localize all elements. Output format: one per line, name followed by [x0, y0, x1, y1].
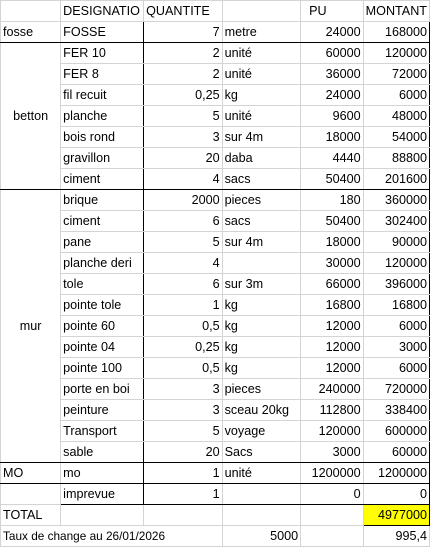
designation-cell[interactable]: planche	[61, 106, 144, 127]
unite-cell[interactable]: kg	[222, 295, 301, 316]
montant-cell[interactable]: 201600	[363, 169, 429, 190]
quantite-cell[interactable]: 20	[144, 442, 222, 463]
quantite-cell[interactable]: 4	[144, 253, 222, 274]
empty-cell[interactable]	[301, 526, 364, 547]
table-row	[1, 484, 430, 505]
designation-cell[interactable]: fil recuit	[61, 85, 144, 106]
designation-cell[interactable]: Transport	[61, 421, 144, 442]
unite-cell[interactable]: voyage	[222, 421, 301, 442]
table-row	[1, 148, 430, 169]
unite-cell[interactable]	[222, 484, 301, 505]
group-label-fosse[interactable]: fosse	[1, 22, 61, 43]
pu-cell[interactable]: 12000	[301, 316, 364, 337]
designation-cell[interactable]: imprevue	[61, 484, 144, 505]
pu-cell[interactable]: 9600	[301, 106, 364, 127]
table-row	[1, 253, 430, 274]
unite-cell[interactable]: unité	[222, 463, 301, 484]
quantite-cell[interactable]: 0,25	[144, 85, 222, 106]
pu-cell[interactable]: 18000	[301, 232, 364, 253]
unite-cell[interactable]: kg	[222, 85, 301, 106]
table-row	[1, 421, 430, 442]
montant-cell[interactable]: 88800	[363, 148, 429, 169]
table-row	[1, 43, 430, 64]
designation-cell[interactable]: gravillon	[61, 148, 144, 169]
empty-cell[interactable]	[222, 505, 301, 526]
montant-cell[interactable]: 72000	[363, 64, 429, 85]
pu-cell[interactable]: 24000	[301, 85, 364, 106]
table-row	[1, 400, 430, 421]
montant-cell[interactable]: 168000	[363, 22, 429, 43]
quantite-cell[interactable]: 20	[144, 148, 222, 169]
montant-cell[interactable]: 3000	[363, 337, 429, 358]
group-label-mur[interactable]: mur	[1, 190, 61, 463]
pu-cell[interactable]: 3000	[301, 442, 364, 463]
designation-cell[interactable]: porte en boi	[61, 379, 144, 400]
table-row	[1, 379, 430, 400]
unite-cell[interactable]: Sacs	[222, 442, 301, 463]
unite-cell[interactable]: daba	[222, 148, 301, 169]
montant-cell[interactable]: 90000	[363, 232, 429, 253]
designation-cell[interactable]: FOSSE	[61, 22, 144, 43]
total-label[interactable]: TOTAL	[1, 505, 61, 526]
pu-cell[interactable]: 120000	[301, 421, 364, 442]
unite-cell[interactable]: sur 3m	[222, 274, 301, 295]
table-row	[1, 85, 430, 106]
montant-cell[interactable]: 720000	[363, 379, 429, 400]
unite-cell[interactable]: kg	[222, 358, 301, 379]
quantite-cell[interactable]: 1	[144, 484, 222, 505]
unite-cell[interactable]: unité	[222, 64, 301, 85]
designation-cell[interactable]: pointe tole	[61, 295, 144, 316]
designation-cell[interactable]: ciment	[61, 211, 144, 232]
quantite-cell[interactable]: 5	[144, 421, 222, 442]
exchange-label[interactable]: Taux de change au 26/01/2026	[1, 526, 223, 547]
unite-cell[interactable]	[222, 253, 301, 274]
montant-cell[interactable]: 6000	[363, 358, 429, 379]
header-unite-blank[interactable]	[222, 1, 301, 22]
quantite-cell[interactable]: 3	[144, 379, 222, 400]
table-row	[1, 442, 430, 463]
designation-cell[interactable]: peinture	[61, 400, 144, 421]
pu-cell[interactable]: 12000	[301, 358, 364, 379]
empty-cell[interactable]	[301, 505, 364, 526]
pu-cell[interactable]: 1200000	[301, 463, 364, 484]
designation-cell[interactable]: sable	[61, 442, 144, 463]
quantite-cell[interactable]: 6	[144, 211, 222, 232]
designation-cell[interactable]: FER 10	[61, 43, 144, 64]
pu-cell[interactable]: 36000	[301, 64, 364, 85]
quantite-cell[interactable]: 0,25	[144, 337, 222, 358]
designation-cell[interactable]: FER 8	[61, 64, 144, 85]
exchange-converted[interactable]: 995,4	[363, 526, 429, 547]
montant-cell[interactable]: 120000	[363, 43, 429, 64]
pu-cell[interactable]: 12000	[301, 337, 364, 358]
pu-cell[interactable]: 112800	[301, 400, 364, 421]
unite-cell[interactable]: metre	[222, 22, 301, 43]
montant-cell[interactable]: 302400	[363, 211, 429, 232]
pu-cell[interactable]: 30000	[301, 253, 364, 274]
unite-cell[interactable]: sacs	[222, 169, 301, 190]
empty-cell[interactable]	[1, 484, 61, 505]
quantite-cell[interactable]: 5	[144, 232, 222, 253]
quantite-cell[interactable]: 1	[144, 463, 222, 484]
group-label-mo[interactable]: MO	[1, 463, 61, 484]
montant-cell[interactable]: 360000	[363, 190, 429, 211]
exchange-rate[interactable]: 5000	[222, 526, 301, 547]
header-montant[interactable]: MONTANT	[363, 1, 429, 22]
group-label-betton[interactable]: betton	[1, 43, 61, 190]
montant-cell[interactable]: 48000	[363, 106, 429, 127]
pu-cell[interactable]: 66000	[301, 274, 364, 295]
montant-cell[interactable]: 60000	[363, 442, 429, 463]
quantite-cell[interactable]: 1	[144, 295, 222, 316]
designation-cell[interactable]: tole	[61, 274, 144, 295]
pu-cell[interactable]: 240000	[301, 379, 364, 400]
pu-cell[interactable]: 50400	[301, 169, 364, 190]
montant-cell[interactable]: 6000	[363, 85, 429, 106]
table-row	[1, 358, 430, 379]
montant-cell[interactable]: 6000	[363, 316, 429, 337]
quantite-cell[interactable]: 3	[144, 400, 222, 421]
header-blank-cell[interactable]	[1, 1, 61, 22]
unite-cell[interactable]: unité	[222, 43, 301, 64]
unite-cell[interactable]: sur 4m	[222, 127, 301, 148]
empty-cell[interactable]	[144, 505, 222, 526]
total-row	[1, 505, 430, 526]
table-row	[1, 295, 430, 316]
designation-cell[interactable]: bois rond	[61, 127, 144, 148]
quantite-cell[interactable]: 6	[144, 274, 222, 295]
montant-cell[interactable]: 338400	[363, 400, 429, 421]
quantite-cell[interactable]: 0,5	[144, 358, 222, 379]
designation-cell[interactable]: pane	[61, 232, 144, 253]
montant-cell[interactable]: 600000	[363, 421, 429, 442]
unite-cell[interactable]: kg	[222, 316, 301, 337]
table-row	[1, 463, 430, 484]
quantite-cell[interactable]: 2000	[144, 190, 222, 211]
unite-cell[interactable]: unité	[222, 106, 301, 127]
designation-cell[interactable]: planche deri	[61, 253, 144, 274]
montant-cell[interactable]: 120000	[363, 253, 429, 274]
quantite-cell[interactable]: 5	[144, 106, 222, 127]
pu-cell[interactable]: 18000	[301, 127, 364, 148]
designation-cell[interactable]: mo	[61, 463, 144, 484]
designation-cell[interactable]: pointe 60	[61, 316, 144, 337]
table-row	[1, 64, 430, 85]
quantite-cell[interactable]: 3	[144, 127, 222, 148]
header-designation[interactable]: DESIGNATIO	[61, 1, 144, 22]
pu-cell[interactable]: 4440	[301, 148, 364, 169]
unite-cell[interactable]: sacs	[222, 211, 301, 232]
table-row	[1, 22, 430, 43]
designation-cell[interactable]: pointe 100	[61, 358, 144, 379]
exchange-row	[1, 526, 430, 547]
table-row	[1, 190, 430, 211]
montant-cell[interactable]: 0	[363, 484, 429, 505]
table-row	[1, 274, 430, 295]
pu-cell[interactable]: 180	[301, 190, 364, 211]
quantite-cell[interactable]: 4	[144, 169, 222, 190]
unite-cell[interactable]: pieces	[222, 379, 301, 400]
unite-cell[interactable]: kg	[222, 337, 301, 358]
header-pu[interactable]: PU	[301, 1, 364, 22]
quantite-cell[interactable]: 7	[144, 22, 222, 43]
designation-cell[interactable]: brique	[61, 190, 144, 211]
unite-cell[interactable]: sceau 20kg	[222, 400, 301, 421]
empty-cell[interactable]	[61, 505, 144, 526]
header-quantite[interactable]: QUANTITE	[144, 1, 222, 22]
quantite-cell[interactable]: 2	[144, 43, 222, 64]
unite-cell[interactable]: pieces	[222, 190, 301, 211]
pu-cell[interactable]: 60000	[301, 43, 364, 64]
designation-cell[interactable]: pointe 04	[61, 337, 144, 358]
designation-cell[interactable]: ciment	[61, 169, 144, 190]
table-row	[1, 127, 430, 148]
montant-cell[interactable]: 54000	[363, 127, 429, 148]
table-row	[1, 232, 430, 253]
total-value[interactable]: 4977000	[363, 505, 429, 526]
montant-cell[interactable]: 396000	[363, 274, 429, 295]
table-row	[1, 169, 430, 190]
quantite-cell[interactable]: 0,5	[144, 316, 222, 337]
table-row	[1, 106, 430, 127]
pu-cell[interactable]: 16800	[301, 295, 364, 316]
table-row	[1, 337, 430, 358]
header-row	[1, 1, 430, 22]
pu-cell[interactable]: 0	[301, 484, 364, 505]
quantite-cell[interactable]: 2	[144, 64, 222, 85]
montant-cell[interactable]: 16800	[363, 295, 429, 316]
table-row	[1, 211, 430, 232]
table-row	[1, 316, 430, 337]
unite-cell[interactable]: sur 4m	[222, 232, 301, 253]
pu-cell[interactable]: 24000	[301, 22, 364, 43]
montant-cell[interactable]: 1200000	[363, 463, 429, 484]
pu-cell[interactable]: 50400	[301, 211, 364, 232]
